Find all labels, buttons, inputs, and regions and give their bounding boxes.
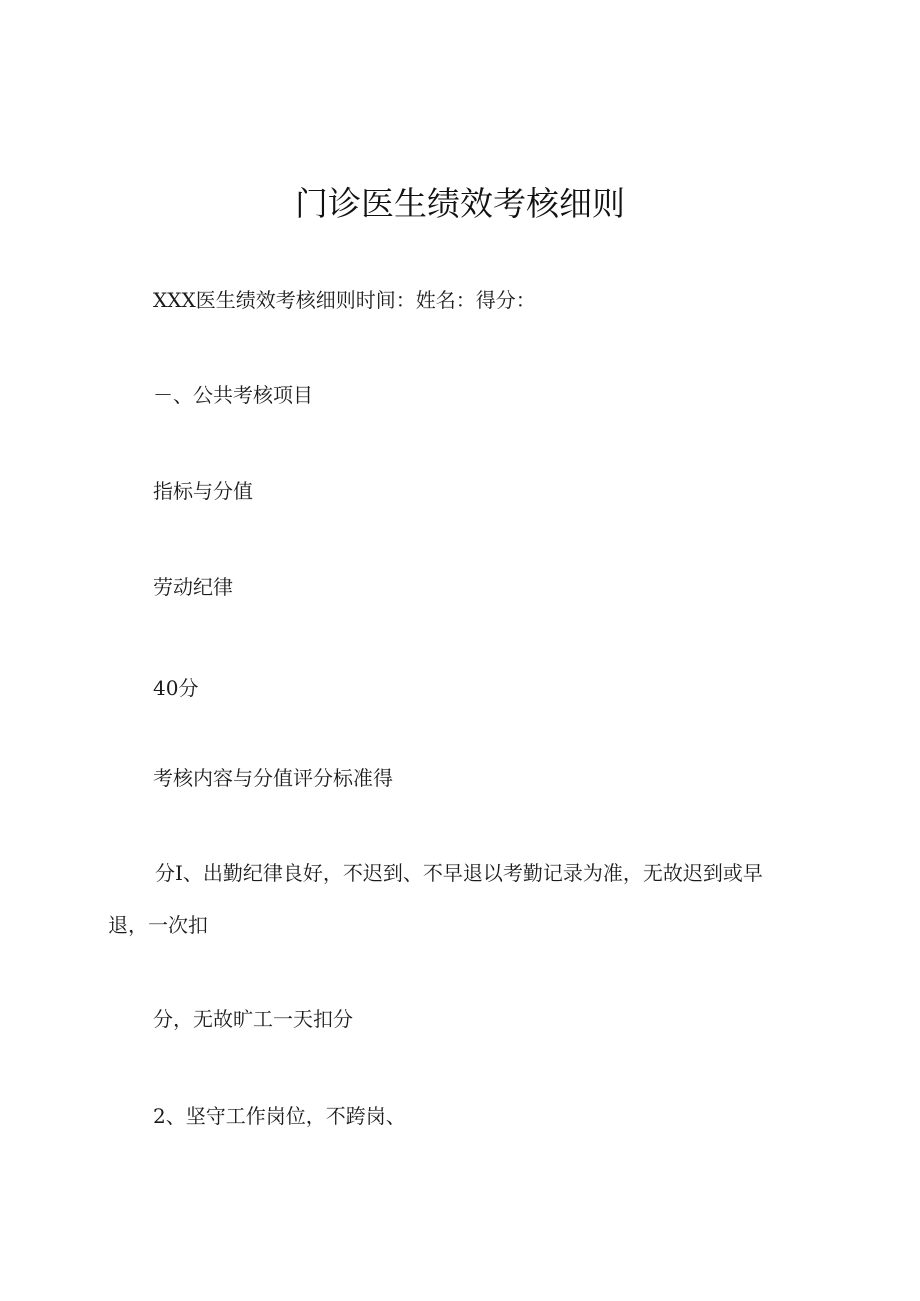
item-1-line-1: 分I、出勤纪律良好，不迟到、不早退以考勤记录为准，无故迟到或早	[155, 861, 763, 885]
document-title: 门诊医生绩效考核细则	[295, 184, 625, 223]
section-heading: －、公共考核项目	[153, 383, 313, 407]
item-1-line-2: 退，一次扣	[108, 913, 208, 937]
header-line: XXX医生绩效考核细则时间：姓名：得分：	[153, 288, 536, 312]
item-1-paragraph	[108, 863, 788, 935]
category-label: 劳动纪律	[153, 575, 233, 599]
category-score: 40分	[153, 676, 199, 700]
item-1-continuation: 分，无故旷工一天扣分	[153, 1007, 353, 1031]
indicator-label: 指标与分值	[153, 479, 253, 503]
item-2: 2、坚守工作岗位，不跨岗、	[153, 1104, 406, 1128]
criteria-header: 考核内容与分值评分标准得	[153, 766, 393, 790]
